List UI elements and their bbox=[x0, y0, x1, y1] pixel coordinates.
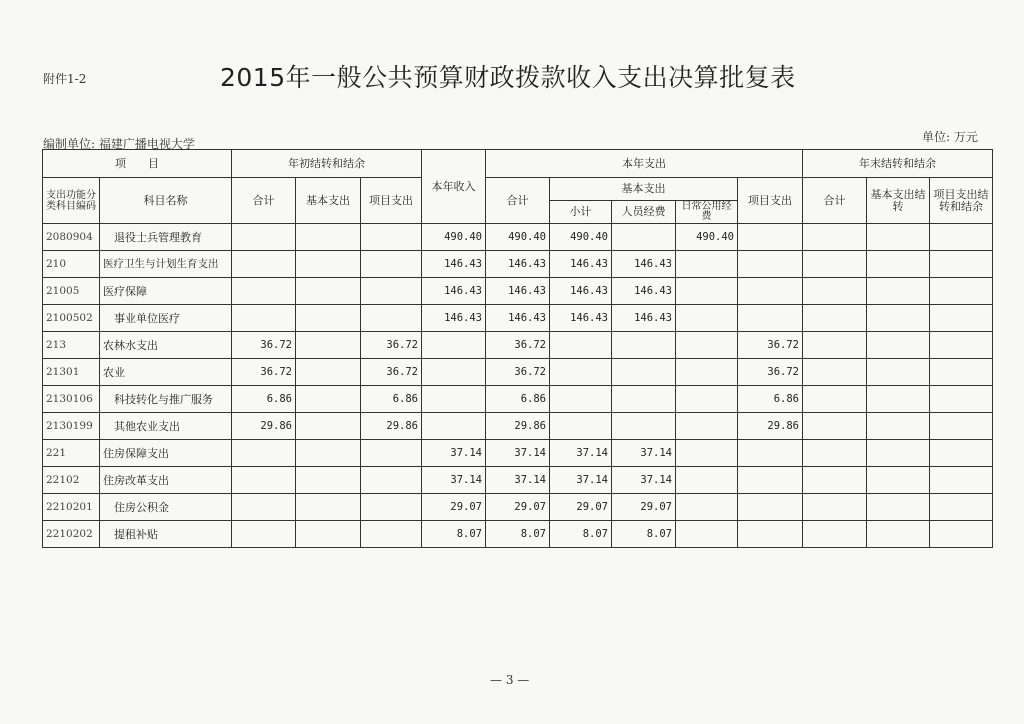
close-project bbox=[930, 251, 993, 278]
opening-project bbox=[361, 467, 422, 494]
header-subject-name: 科目名称 bbox=[100, 178, 232, 224]
close-total bbox=[803, 251, 867, 278]
page-number: — 3 — bbox=[490, 673, 530, 687]
header-opening-total: 合计 bbox=[232, 178, 296, 224]
row-name: 退役士兵管理教育 bbox=[100, 224, 232, 251]
close-total bbox=[803, 278, 867, 305]
opening-basic bbox=[296, 251, 361, 278]
exp-subtotal: 37.14 bbox=[550, 440, 612, 467]
exp-total: 146.43 bbox=[486, 278, 550, 305]
opening-total: 29.86 bbox=[232, 413, 296, 440]
exp-daily bbox=[676, 413, 738, 440]
close-total bbox=[803, 521, 867, 548]
close-total bbox=[803, 359, 867, 386]
exp-project: 29.86 bbox=[738, 413, 803, 440]
header-opening-basic: 基本支出 bbox=[296, 178, 361, 224]
exp-total: 490.40 bbox=[486, 224, 550, 251]
row-code: 221 bbox=[43, 440, 100, 467]
row-code: 22102 bbox=[43, 467, 100, 494]
opening-basic bbox=[296, 224, 361, 251]
row-code: 2210202 bbox=[43, 521, 100, 548]
table-row bbox=[43, 224, 993, 251]
row-name: 医疗保障 bbox=[100, 278, 232, 305]
table-row bbox=[43, 305, 993, 332]
exp-personnel bbox=[612, 224, 676, 251]
opening-basic bbox=[296, 494, 361, 521]
close-basic bbox=[867, 305, 930, 332]
exp-daily bbox=[676, 332, 738, 359]
exp-personnel: 37.14 bbox=[612, 440, 676, 467]
exp-daily bbox=[676, 386, 738, 413]
exp-personnel: 29.07 bbox=[612, 494, 676, 521]
close-total bbox=[803, 494, 867, 521]
header-current-income: 本年收入 bbox=[422, 150, 486, 224]
close-basic bbox=[867, 440, 930, 467]
row-code: 213 bbox=[43, 332, 100, 359]
table-row bbox=[43, 332, 993, 359]
opening-project bbox=[361, 251, 422, 278]
header-close-basic: 基本支出结转 bbox=[867, 178, 930, 224]
exp-subtotal bbox=[550, 386, 612, 413]
row-name: 提租补贴 bbox=[100, 521, 232, 548]
opening-basic bbox=[296, 413, 361, 440]
close-basic bbox=[867, 332, 930, 359]
close-total bbox=[803, 386, 867, 413]
row-name: 医疗卫生与计划生育支出 bbox=[100, 251, 232, 278]
header-opening-balance: 年初结转和结余 bbox=[232, 150, 422, 178]
close-basic bbox=[867, 224, 930, 251]
close-basic bbox=[867, 494, 930, 521]
table-row bbox=[43, 413, 993, 440]
close-basic bbox=[867, 467, 930, 494]
close-basic bbox=[867, 521, 930, 548]
current-income: 37.14 bbox=[422, 440, 486, 467]
close-project bbox=[930, 467, 993, 494]
exp-subtotal: 146.43 bbox=[550, 278, 612, 305]
header-closing-balance: 年末结转和结余 bbox=[803, 150, 993, 178]
exp-total: 29.07 bbox=[486, 494, 550, 521]
exp-total: 8.07 bbox=[486, 521, 550, 548]
row-name: 科技转化与推广服务 bbox=[100, 386, 232, 413]
exp-subtotal: 146.43 bbox=[550, 251, 612, 278]
close-project bbox=[930, 332, 993, 359]
opening-basic bbox=[296, 305, 361, 332]
opening-total bbox=[232, 278, 296, 305]
header-opening-project: 项目支出 bbox=[361, 178, 422, 224]
close-project bbox=[930, 278, 993, 305]
row-name: 其他农业支出 bbox=[100, 413, 232, 440]
row-name: 事业单位医疗 bbox=[100, 305, 232, 332]
row-code: 2210201 bbox=[43, 494, 100, 521]
header-exp-basic: 基本支出 bbox=[550, 178, 738, 201]
opening-basic bbox=[296, 440, 361, 467]
row-name: 住房改革支出 bbox=[100, 467, 232, 494]
exp-personnel bbox=[612, 359, 676, 386]
exp-subtotal: 29.07 bbox=[550, 494, 612, 521]
opening-project bbox=[361, 494, 422, 521]
current-income bbox=[422, 413, 486, 440]
exp-daily bbox=[676, 251, 738, 278]
table-row bbox=[43, 521, 993, 548]
opening-total bbox=[232, 494, 296, 521]
current-income bbox=[422, 386, 486, 413]
close-project bbox=[930, 494, 993, 521]
budget-table bbox=[42, 149, 993, 548]
exp-subtotal bbox=[550, 332, 612, 359]
exp-subtotal bbox=[550, 359, 612, 386]
opening-project bbox=[361, 521, 422, 548]
exp-project bbox=[738, 440, 803, 467]
exp-personnel: 146.43 bbox=[612, 251, 676, 278]
header-subtotal: 小计 bbox=[550, 201, 612, 224]
exp-total: 36.72 bbox=[486, 332, 550, 359]
close-total bbox=[803, 224, 867, 251]
close-basic bbox=[867, 278, 930, 305]
exp-subtotal bbox=[550, 413, 612, 440]
table-row bbox=[43, 440, 993, 467]
row-code: 2130199 bbox=[43, 413, 100, 440]
opening-basic bbox=[296, 467, 361, 494]
header-personnel: 人员经费 bbox=[612, 201, 676, 224]
exp-daily bbox=[676, 278, 738, 305]
close-total bbox=[803, 413, 867, 440]
opening-project bbox=[361, 440, 422, 467]
exp-daily bbox=[676, 359, 738, 386]
header-current-expenditure: 本年支出 bbox=[486, 150, 803, 178]
exp-subtotal: 490.40 bbox=[550, 224, 612, 251]
current-income: 146.43 bbox=[422, 305, 486, 332]
close-project bbox=[930, 413, 993, 440]
table-body bbox=[43, 224, 993, 548]
exp-personnel: 8.07 bbox=[612, 521, 676, 548]
row-code: 21301 bbox=[43, 359, 100, 386]
page-title: 2015年一般公共预算财政拨款收入支出决算批复表 bbox=[220, 63, 796, 92]
close-basic bbox=[867, 386, 930, 413]
table-row bbox=[43, 359, 993, 386]
exp-project bbox=[738, 251, 803, 278]
exp-total: 6.86 bbox=[486, 386, 550, 413]
exp-daily bbox=[676, 494, 738, 521]
opening-total: 36.72 bbox=[232, 359, 296, 386]
opening-project: 36.72 bbox=[361, 359, 422, 386]
close-basic bbox=[867, 251, 930, 278]
current-income: 146.43 bbox=[422, 278, 486, 305]
opening-total bbox=[232, 440, 296, 467]
header-daily-public: 日常公用经费 bbox=[676, 201, 738, 224]
close-project bbox=[930, 359, 993, 386]
exp-project bbox=[738, 494, 803, 521]
unit-label: 单位: 万元 bbox=[922, 130, 978, 144]
exp-project: 36.72 bbox=[738, 332, 803, 359]
exp-subtotal: 8.07 bbox=[550, 521, 612, 548]
opening-project: 29.86 bbox=[361, 413, 422, 440]
exp-daily bbox=[676, 521, 738, 548]
close-basic bbox=[867, 359, 930, 386]
budget-table-container bbox=[42, 149, 993, 548]
exp-project bbox=[738, 305, 803, 332]
exp-total: 146.43 bbox=[486, 251, 550, 278]
current-income bbox=[422, 332, 486, 359]
header-close-project: 项目支出结转和结余 bbox=[930, 178, 993, 224]
table-row bbox=[43, 467, 993, 494]
current-income: 8.07 bbox=[422, 521, 486, 548]
opening-project: 36.72 bbox=[361, 332, 422, 359]
header-func-code: 支出功能分类科目编码 bbox=[43, 178, 100, 224]
current-income: 146.43 bbox=[422, 251, 486, 278]
opening-project bbox=[361, 278, 422, 305]
header-exp-total: 合计 bbox=[486, 178, 550, 224]
exp-project bbox=[738, 467, 803, 494]
row-name: 住房公积金 bbox=[100, 494, 232, 521]
exp-daily bbox=[676, 305, 738, 332]
close-total bbox=[803, 332, 867, 359]
exp-daily bbox=[676, 467, 738, 494]
exp-project bbox=[738, 224, 803, 251]
header-item: 项 目 bbox=[43, 150, 232, 178]
close-total bbox=[803, 440, 867, 467]
table-row bbox=[43, 494, 993, 521]
opening-total bbox=[232, 305, 296, 332]
table-row bbox=[43, 251, 993, 278]
exp-total: 37.14 bbox=[486, 440, 550, 467]
exp-personnel bbox=[612, 332, 676, 359]
close-project bbox=[930, 440, 993, 467]
close-project bbox=[930, 386, 993, 413]
header-exp-project: 项目支出 bbox=[738, 178, 803, 224]
exp-personnel: 146.43 bbox=[612, 278, 676, 305]
opening-basic bbox=[296, 332, 361, 359]
opening-basic bbox=[296, 521, 361, 548]
exp-project: 6.86 bbox=[738, 386, 803, 413]
close-total bbox=[803, 467, 867, 494]
current-income bbox=[422, 359, 486, 386]
close-project bbox=[930, 305, 993, 332]
row-code: 21005 bbox=[43, 278, 100, 305]
attachment-label: 附件1-2 bbox=[43, 72, 87, 86]
opening-total: 6.86 bbox=[232, 386, 296, 413]
opening-total bbox=[232, 467, 296, 494]
table-row bbox=[43, 278, 993, 305]
exp-personnel: 146.43 bbox=[612, 305, 676, 332]
header-close-total: 合计 bbox=[803, 178, 867, 224]
opening-total: 36.72 bbox=[232, 332, 296, 359]
close-basic bbox=[867, 413, 930, 440]
opening-project bbox=[361, 305, 422, 332]
opening-project: 6.86 bbox=[361, 386, 422, 413]
row-name: 住房保障支出 bbox=[100, 440, 232, 467]
row-code: 210 bbox=[43, 251, 100, 278]
row-code: 2080904 bbox=[43, 224, 100, 251]
exp-personnel bbox=[612, 413, 676, 440]
exp-total: 29.86 bbox=[486, 413, 550, 440]
exp-daily bbox=[676, 440, 738, 467]
current-income: 37.14 bbox=[422, 467, 486, 494]
opening-basic bbox=[296, 359, 361, 386]
prepared-by: 编制单位: 福建广播电视大学 bbox=[43, 137, 195, 151]
exp-project bbox=[738, 521, 803, 548]
exp-personnel bbox=[612, 386, 676, 413]
table-row bbox=[43, 386, 993, 413]
current-income: 490.40 bbox=[422, 224, 486, 251]
exp-total: 36.72 bbox=[486, 359, 550, 386]
exp-total: 37.14 bbox=[486, 467, 550, 494]
close-total bbox=[803, 305, 867, 332]
exp-total: 146.43 bbox=[486, 305, 550, 332]
exp-project: 36.72 bbox=[738, 359, 803, 386]
row-name: 农业 bbox=[100, 359, 232, 386]
exp-daily: 490.40 bbox=[676, 224, 738, 251]
exp-subtotal: 146.43 bbox=[550, 305, 612, 332]
opening-total bbox=[232, 521, 296, 548]
row-code: 2130106 bbox=[43, 386, 100, 413]
close-project bbox=[930, 224, 993, 251]
opening-basic bbox=[296, 386, 361, 413]
opening-total bbox=[232, 251, 296, 278]
opening-basic bbox=[296, 278, 361, 305]
row-code: 2100502 bbox=[43, 305, 100, 332]
close-project bbox=[930, 521, 993, 548]
exp-personnel: 37.14 bbox=[612, 467, 676, 494]
exp-project bbox=[738, 278, 803, 305]
current-income: 29.07 bbox=[422, 494, 486, 521]
row-name: 农林水支出 bbox=[100, 332, 232, 359]
opening-project bbox=[361, 224, 422, 251]
exp-subtotal: 37.14 bbox=[550, 467, 612, 494]
opening-total bbox=[232, 224, 296, 251]
